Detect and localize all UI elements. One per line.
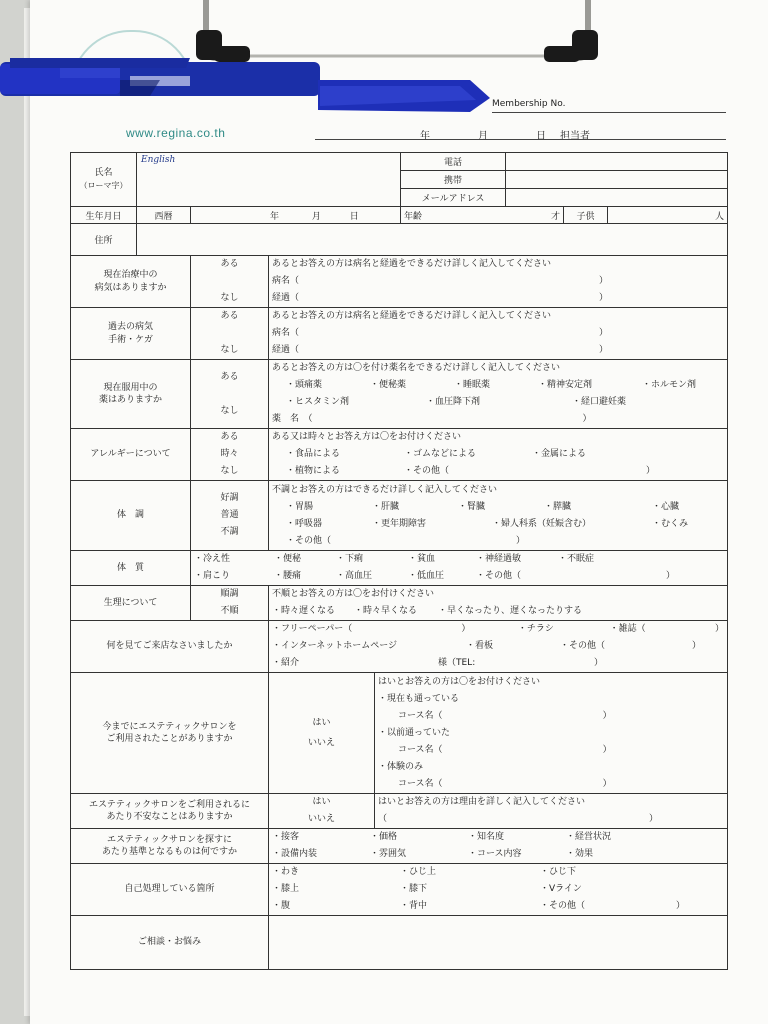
birth-year-label: 年 [270, 211, 280, 222]
condition-good: 好調 [220, 493, 239, 503]
salon-anxiety-no: いいえ [307, 814, 335, 824]
medication-options[interactable] [191, 360, 269, 429]
menstruation-detail[interactable]: 不順とお答えの方は〇をお付けください ・時々遅くなる ・時々早くなる ・早くなったり、遅くなったりする [269, 586, 728, 621]
handwritten-name: English [141, 155, 176, 165]
counseling-form [70, 152, 728, 970]
name-label: 氏名 [94, 168, 113, 179]
birth-label: 生年月日 [71, 207, 137, 224]
salon-trial: ・体験のみ [378, 761, 424, 772]
salon-experience-yes: はい [312, 718, 331, 728]
salon-experience-detail[interactable]: はいとお答えの方は〇をお付けください ・現在も通っている コース名（ ） ・以前通っていた コース名（ ） ・体験のみ コース名（ ） [375, 673, 728, 794]
salon-anxiety-question: エステティックサロンをご利用されるに あたり不安なことはありますか [71, 794, 269, 829]
allergy-sometimes: 時々 [220, 449, 239, 459]
name-sub-label: （ローマ字） [79, 180, 128, 190]
phone-field[interactable] [506, 153, 728, 171]
medication-question: 現在服用中の 薬はありますか [71, 360, 191, 429]
condition-options[interactable] [191, 481, 269, 551]
source-detail[interactable]: ・フリーペーパー（ ） ・チラシ ・雑誌（ ） ・インターネットホームページ ・看板 ・その他（ ） ・紹介 様（TEL: ） [269, 621, 728, 673]
past-illness-detail[interactable]: あるとお答えの方は病名と経過をできるだけ詳しく記入してください 病名（ ） 経過（ ） [269, 308, 728, 360]
allergy-yes: ある [220, 432, 239, 442]
salon-criteria-question: エステティックサロンを探すに あたり基準となるものは何ですか [71, 829, 269, 864]
birth-month-label: 月 [311, 211, 321, 222]
menstruation-irregular: 不順 [220, 606, 239, 616]
condition-poor: 不調 [220, 527, 239, 537]
salon-experience-instruction: はいとお答えの方は〇をお付けください [378, 676, 541, 687]
birth-field[interactable] [191, 207, 401, 224]
children-label: 子供 [564, 207, 608, 224]
condition-question: 体 調 [71, 481, 191, 551]
menstruation-options[interactable] [191, 586, 269, 621]
current-illness-yes: ある [220, 259, 239, 269]
date-field[interactable] [315, 139, 726, 140]
source-question: 何を見てご来店なさいましたか [71, 621, 269, 673]
constitution-question: 体 質 [71, 551, 191, 586]
medication-instruction: あるとお答えの方は〇を付け薬名をできるだけ詳しく記入してください [272, 363, 561, 373]
address-label: 住所 [71, 224, 137, 256]
current-illness-detail[interactable]: あるとお答えの方は病名と経過をできるだけ詳しく記入してください 病名（ ） 経過（ ） [269, 256, 728, 308]
past-illness-no: なし [220, 345, 239, 355]
email-label: メールアドレス [401, 189, 506, 207]
date-day-label: 日 [536, 131, 546, 142]
salon-anxiety-yes: はい [312, 797, 331, 807]
salon-experience-no: いいえ [307, 738, 335, 748]
condition-normal: 普通 [220, 510, 239, 520]
age-field[interactable] [401, 207, 564, 224]
membership-field[interactable] [492, 112, 726, 113]
condition-instruction: 不調とお答えの方はできるだけ詳しく記入してください [272, 484, 498, 495]
birth-day-label: 日 [349, 211, 359, 222]
past-illness-question: 過去の病気 手術・ケガ [71, 308, 191, 360]
past-illness-instruction: あるとお答えの方は病名と経過をできるだけ詳しく記入してください [272, 311, 552, 321]
salon-anxiety-options[interactable] [269, 794, 375, 829]
salon-criteria-detail[interactable]: ・接客 ・価格 ・知名度 ・経営状況 ・設備内装 ・雰囲気 ・コース内容 ・効果 [269, 829, 728, 864]
consultation-label: ご相談・お悩み [71, 916, 269, 970]
allergy-detail[interactable]: ある又は時々とお答え方は〇をお付けください ・食品による ・ゴムなどによる ・金属による ・植物による ・その他（ ） [269, 429, 728, 481]
mobile-label: 携帯 [401, 171, 506, 189]
medication-yes: ある [220, 371, 239, 382]
self-care-question: 自己処理している箇所 [71, 864, 269, 916]
self-care-detail[interactable]: ・わき ・ひじ上 ・ひじ下 ・膝上 ・膝下 ・Vライン ・腹 ・背中 ・その他（ ） [269, 864, 728, 916]
menstruation-regular: 順調 [220, 589, 239, 599]
salon-anxiety-detail[interactable]: はいとお答えの方は理由を詳しく記入してください （ ） [375, 794, 728, 829]
allergy-question: アレルギーについて [71, 429, 191, 481]
menstruation-question: 生理について [71, 586, 191, 621]
brand-url: www.regina.co.th [126, 126, 226, 140]
age-label: 年齢 [404, 211, 423, 222]
medication-no: なし [220, 405, 239, 416]
condition-detail[interactable]: 不調とお答えの方はできるだけ詳しく記入してください ・胃腸 ・肝臓 ・腎臓 ・膵臓 ・心臓 ・呼吸器 ・更年期障害 ・婦人科系（妊娠含む） ・むくみ ・その他（ ） [269, 481, 728, 551]
past-illness-options[interactable] [191, 308, 269, 360]
children-unit: 人 [715, 211, 725, 222]
current-illness-question: 現在治療中の 病気はありますか [71, 256, 191, 308]
name-field[interactable] [137, 153, 401, 207]
salon-current: ・現在も通っている [378, 693, 460, 704]
salon-experience-question: 今までにエステティックサロンを ご利用されたことがありますか [71, 673, 269, 794]
current-illness-instruction: あるとお答えの方は病名と経過をできるだけ詳しく記入してください [272, 259, 552, 269]
constitution-detail[interactable]: ・冷え性 ・便秘 ・下痢 ・貧血 ・神経過敏 ・不眠症 ・肩こり ・腰痛 ・高血圧 ・低血圧 ・その他（ ） [191, 551, 728, 586]
consultation-field[interactable] [269, 916, 728, 970]
salon-experience-options[interactable] [269, 673, 375, 794]
age-unit: 才 [551, 211, 561, 222]
salon-anxiety-instruction: はいとお答えの方は理由を詳しく記入してください [378, 797, 586, 807]
staff-label: 担当者 [560, 131, 590, 142]
address-field[interactable] [137, 224, 728, 256]
era-label: 西暦 [137, 207, 191, 224]
allergy-options[interactable] [191, 429, 269, 481]
menstruation-instruction: 不順とお答えの方は〇をお付けください [272, 589, 435, 599]
phone-label: 電話 [401, 153, 506, 171]
salon-past: ・以前通っていた [378, 727, 451, 738]
allergy-instruction: ある又は時々とお答え方は〇をお付けください [272, 432, 462, 442]
membership-label: Membership No. [492, 99, 566, 109]
current-illness-options[interactable] [191, 256, 269, 308]
current-illness-no: なし [220, 293, 239, 303]
pen-icon [0, 50, 490, 120]
date-year-label: 年 [420, 131, 430, 142]
past-illness-yes: ある [220, 311, 239, 321]
allergy-no: なし [220, 466, 239, 476]
name-label-cell [71, 153, 137, 207]
email-field[interactable] [506, 189, 728, 207]
mobile-field[interactable] [506, 171, 728, 189]
date-month-label: 月 [478, 131, 488, 142]
children-field[interactable] [608, 207, 728, 224]
medication-detail[interactable]: あるとお答えの方は〇を付け薬名をできるだけ詳しく記入してください ・頭痛薬 ・便秘薬 ・睡眠薬 ・精神安定剤 ・ホルモン剤 ・ヒスタミン剤 ・血圧降下剤 ・経口避妊薬 薬 名 （ ） [269, 360, 728, 429]
